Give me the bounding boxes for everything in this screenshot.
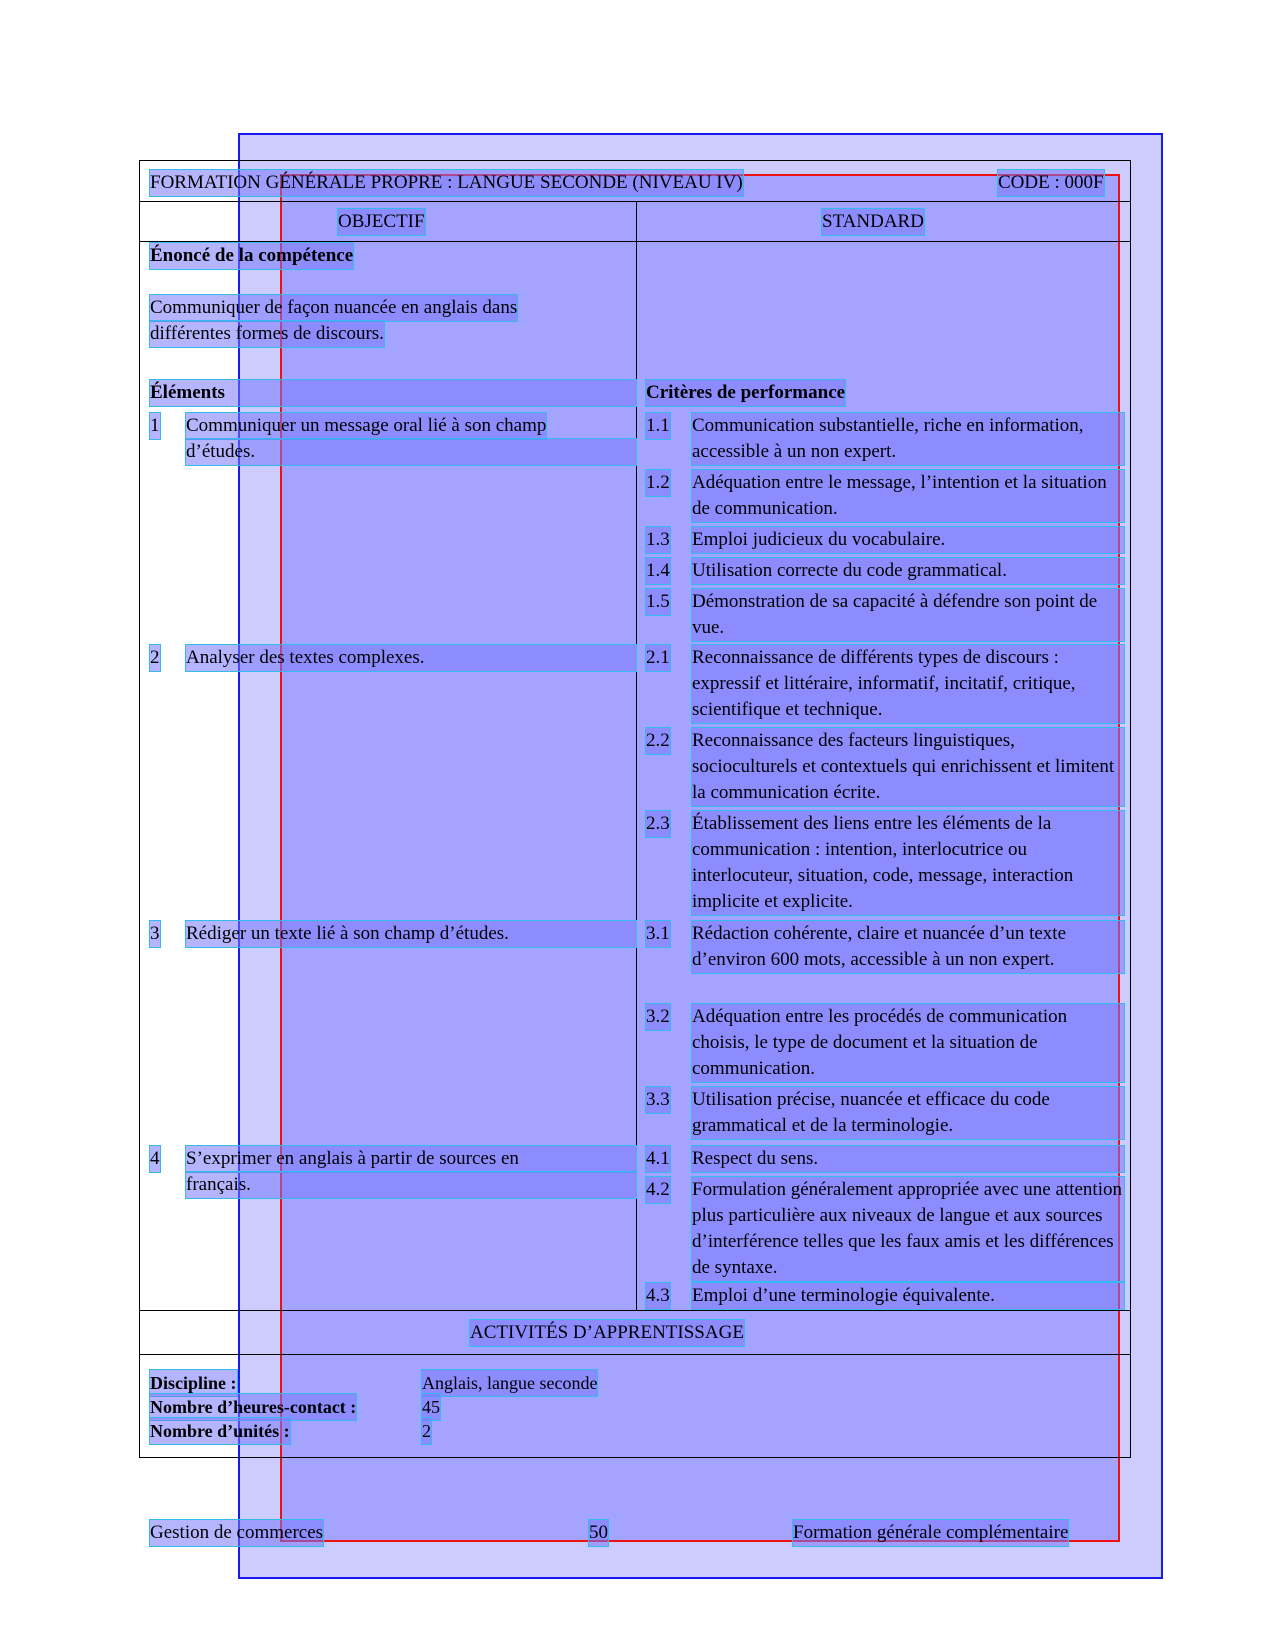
activities-heading: ACTIVITÉS D’APPRENTISSAGE xyxy=(470,1320,744,1346)
divider xyxy=(139,201,1131,202)
element-text: Rédiger un texte lié à son champ d’études. xyxy=(186,921,636,947)
form-title: FORMATION GÉNÉRALE PROPRE : LANGUE SECONDE (NIVEAU IV) xyxy=(150,170,743,196)
element-number: 2 xyxy=(150,645,160,671)
element-text: français. xyxy=(186,1172,636,1198)
column-heading-standard: STANDARD xyxy=(822,209,924,235)
criterion-text: Reconnaissance des facteurs linguistiques, socioculturels et contextuels qui enrichissent et limitent la communication écrite. xyxy=(692,728,1124,806)
footer-left: Gestion de commerces xyxy=(150,1520,323,1546)
element-text: d’études. xyxy=(186,439,636,465)
criterion-text: Démonstration de sa capacité à défendre son point de vue. xyxy=(692,589,1124,641)
hours-value: 45 xyxy=(422,1394,440,1420)
element-number: 4 xyxy=(150,1146,160,1172)
form-code: CODE : 000F xyxy=(998,170,1104,196)
competence-text: différentes formes de discours. xyxy=(150,321,384,347)
element-number: 1 xyxy=(150,413,160,439)
criterion-text: Rédaction cohérente, claire et nuancée d’un texte d’environ 600 mots, accessible à un non expert. xyxy=(692,921,1124,973)
criterion-number: 1.4 xyxy=(646,558,670,584)
element-text: Communiquer un message oral lié à son champ xyxy=(186,413,546,439)
criterion-number: 4.1 xyxy=(646,1146,670,1172)
page-number: 50 xyxy=(589,1520,608,1546)
element-text: S’exprimer en anglais à partir de sources en xyxy=(186,1146,636,1172)
criterion-number: 1.1 xyxy=(646,413,670,439)
criterion-text: Formulation généralement appropriée avec une attention plus particulière aux niveaux de langue et aux sources d’interférence telles que les faux amis et les différences de syntaxe. xyxy=(692,1177,1124,1281)
units-value: 2 xyxy=(422,1418,431,1444)
discipline-label: Discipline : xyxy=(150,1370,237,1396)
criterion-text: Reconnaissance de différents types de discours : expressif et littéraire, informatif, incitatif, critique, scientifique et technique. xyxy=(692,645,1124,723)
criterion-text: Adéquation entre le message, l’intention et la situation de communication. xyxy=(692,470,1124,522)
criterion-number: 4.2 xyxy=(646,1177,670,1203)
criterion-text: Utilisation précise, nuancée et efficace du code grammatical et de la terminologie. xyxy=(692,1087,1124,1139)
criterion-text: Communication substantielle, riche en information, accessible à un non expert. xyxy=(692,413,1124,465)
criterion-number: 1.3 xyxy=(646,527,670,553)
criteria-heading: Critères de performance xyxy=(646,380,845,406)
column-heading-objectif: OBJECTIF xyxy=(338,209,425,235)
criterion-number: 2.3 xyxy=(646,811,670,837)
criterion-text: Emploi judicieux du vocabulaire. xyxy=(692,527,1124,553)
element-text: Analyser des textes complexes. xyxy=(186,645,636,671)
criterion-text: Adéquation entre les procédés de communication choisis, le type de document et la situation de communication. xyxy=(692,1004,1124,1082)
criterion-number: 3.2 xyxy=(646,1004,670,1030)
criterion-number: 2.2 xyxy=(646,728,670,754)
hours-label: Nombre d’heures-contact : xyxy=(150,1394,356,1420)
competence-heading: Énoncé de la compétence xyxy=(150,243,353,269)
criterion-number: 2.1 xyxy=(646,645,670,671)
criterion-text: Emploi d’une terminologie équivalente. xyxy=(692,1283,1124,1309)
criterion-number: 4.3 xyxy=(646,1283,670,1309)
criterion-number: 1.2 xyxy=(646,470,670,496)
footer-right: Formation générale complémentaire xyxy=(793,1520,1068,1546)
divider xyxy=(139,241,1131,242)
divider xyxy=(139,1354,1131,1355)
criterion-number: 3.1 xyxy=(646,921,670,947)
criterion-number: 3.3 xyxy=(646,1087,670,1113)
discipline-value: Anglais, langue seconde xyxy=(422,1370,597,1396)
units-label: Nombre d’unités : xyxy=(150,1418,290,1444)
criterion-text: Établissement des liens entre les éléments de la communication : intention, interlocutrice ou interlocuteur, situation, code, message, interaction implicite et explicite. xyxy=(692,811,1124,915)
elements-heading: Éléments xyxy=(150,380,636,406)
column-divider xyxy=(636,201,637,1310)
criterion-number: 1.5 xyxy=(646,589,670,615)
element-number: 3 xyxy=(150,921,160,947)
divider xyxy=(139,1310,1131,1311)
criterion-text: Utilisation correcte du code grammatical. xyxy=(692,558,1124,584)
competence-text: Communiquer de façon nuancée en anglais dans xyxy=(150,295,517,321)
criterion-text: Respect du sens. xyxy=(692,1146,1124,1172)
